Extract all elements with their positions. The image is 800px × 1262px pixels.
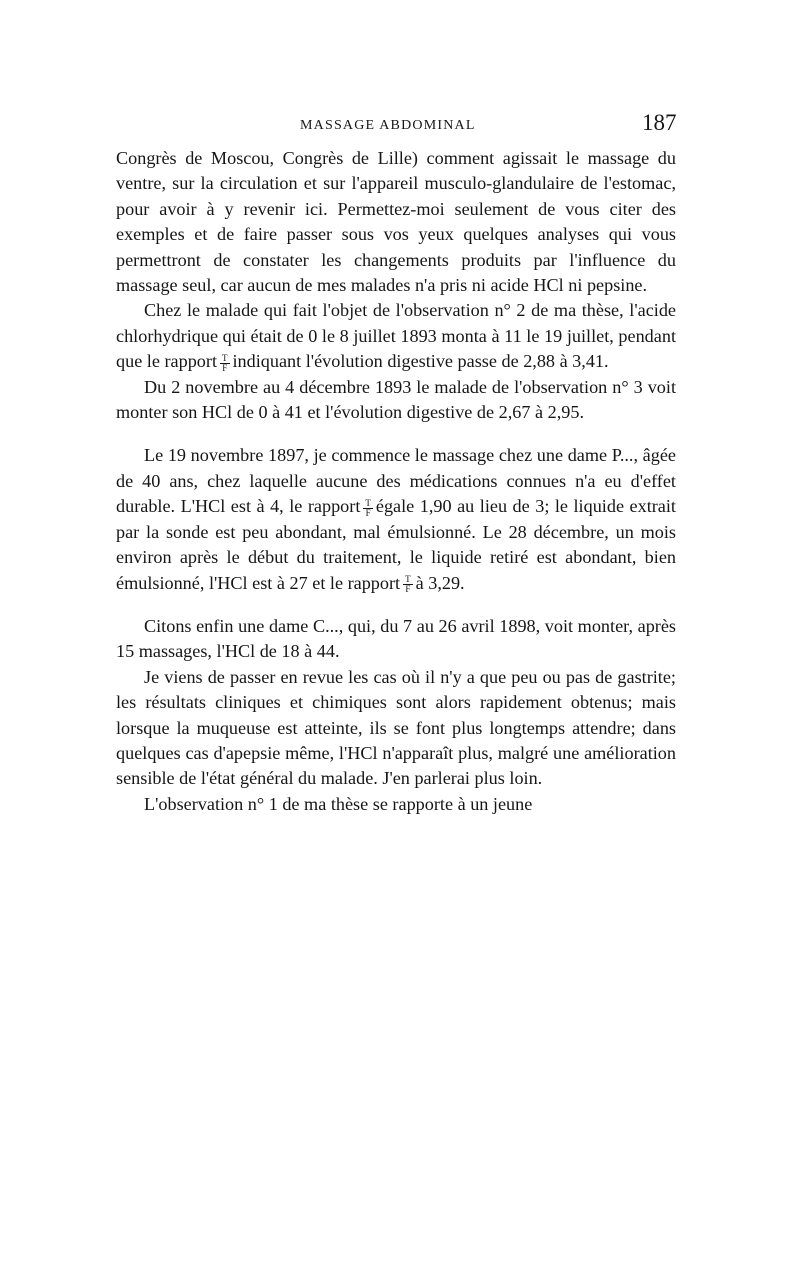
running-head: MASSAGE ABDOMINAL [300,118,476,133]
ratio-t-over-f [220,354,230,373]
paragraph-text: à 3,29. [415,572,465,593]
paragraph-text: indiquant l'évolution digestive passe de 2,88 à 3,41. [232,351,609,372]
fraction-numerator: T [222,352,228,363]
fraction-denominator: F [365,507,371,518]
fraction-numerator: T [365,497,371,508]
page-number: 187 [642,110,677,135]
paragraph-text: Chez le malade qui fait l'objet de l'observation n° 2 de ma thèse, l'acide chlorhydrique qui était de 0 le 8 juillet 1893 monta à 11 le 19 juillet, pendant que le rapport [116,300,676,372]
fraction-denominator: F [222,362,228,373]
body-text [116,146,676,817]
paragraph-dame-p [116,443,676,595]
paragraph-gap [116,425,676,443]
fraction-denominator: F [405,583,411,594]
paragraph-dame-c: Citons enfin une dame C..., qui, du 7 au 26 avril 1898, voit monter, après 15 massages, l'HCl de 18 à 44. [116,615,676,662]
ratio-t-over-f [403,575,413,594]
paragraph-text: égale 1,90 au lieu de 3; le liquide extrait par la sonde est peu abondant, mal émulsionné. Le 28 décembre, un mois environ après le début du traitement, le liquide retiré est abondant, bien émulsionné, l'HCl est à 27 et le rapport [116,496,676,593]
paragraph-observation-3: Du 2 novembre au 4 décembre 1893 le malade de l'observation n° 3 voit monter son HCl de 0 à 41 et l'évolution digestive de 2,67 à 2,95. [116,376,676,423]
ratio-t-over-f [363,499,373,518]
paragraph-gastrite: Je viens de passer en revue les cas où il n'y a que peu ou pas de gastrite; les résultats cliniques et chimiques sont alors rapidement obtenus; mais lorsque la muqueuse est atteinte, ils se font plus longtemps attendre; dans quelques cas d'apepsie même, l'HCl n'apparaît plus, malgré une amélioration sensible de l'état général du malade. J'en parlerai plus loin. [116,666,676,789]
paragraph-text: Le 19 novembre 1897, je commence le massage chez une dame P..., âgée de 40 ans, chez laquelle aucune des médications connues n'a eu d'effet durable. L'HCl est à 4, le rapport [116,445,676,517]
paragraph-continuation: Congrès de Moscou, Congrès de Lille) comment agissait le massage du ventre, sur la circulation et sur l'appareil musculo-glandulaire de l'estomac, pour avoir à y revenir ici. Permettez-moi seulement de vous citer des exemples et de faire passer sous vos yeux quelques analyses qui vous permettront de constater les changements produits par l'influence du massage seul, car aucun de mes malades n'a pris ni acide HCl ni pepsine. [116,148,676,296]
paragraph-gap [116,596,676,614]
paragraph-observation-2 [116,298,676,374]
fraction-numerator: T [405,573,411,584]
paragraph-observation-1: L'observation n° 1 de ma thèse se rapporte à un jeune [144,793,533,814]
